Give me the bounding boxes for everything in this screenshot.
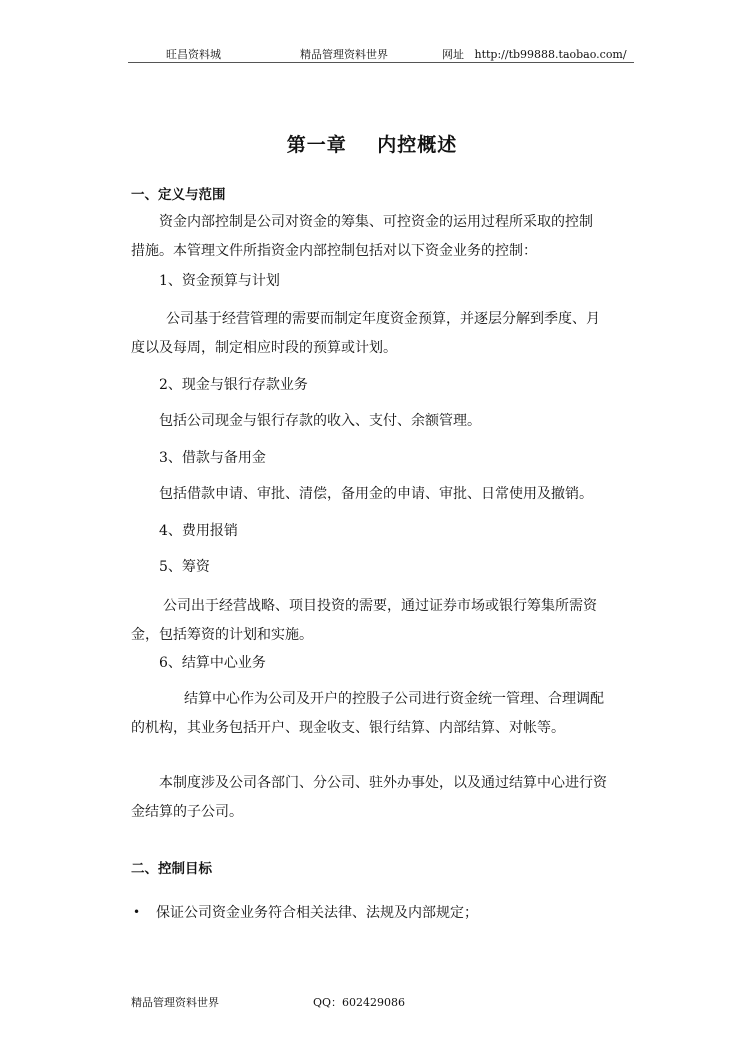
- bullet-dot-icon: •: [133, 905, 141, 919]
- item5-desc-line-1: 公司出于经营战略、项目投资的需要，通过证券市场或银行筹集所需资: [163, 598, 597, 614]
- item4-label: 4、费用报销: [159, 523, 238, 539]
- item3-label: 3、借款与备用金: [159, 450, 266, 466]
- scope-line-2: 金结算的子公司。: [131, 804, 243, 820]
- item6-desc-line-1: 结算中心作为公司及开户的控股子公司进行资金统一管理、合理调配: [184, 691, 604, 707]
- footer-qq-text: QQ：602429086: [313, 996, 406, 1009]
- item1-label: 1、资金预算与计划: [159, 273, 280, 289]
- intro-line-1: 资金内部控制是公司对资金的筹集、可控资金的运用过程所采取的控制: [159, 214, 593, 230]
- header-left-text: 旺昌资料城: [166, 48, 221, 61]
- page-header: [128, 44, 634, 63]
- footer-left-text: 精品管理资料世界: [131, 996, 219, 1009]
- item2-desc: 包括公司现金与银行存款的收入、支付、余额管理。: [159, 413, 481, 429]
- item3-desc: 包括借款申请、审批、清偿，备用金的申请、审批、日常使用及撤销。: [159, 486, 593, 502]
- section1-heading: 一、定义与范围: [131, 187, 226, 203]
- section2-heading: 二、控制目标: [131, 861, 212, 877]
- header-center-text: 精品管理资料世界: [300, 48, 388, 61]
- item6-desc-line-2: 的机构，其业务包括开户、现金收支、银行结算、内部结算、对帐等。: [131, 720, 565, 736]
- scope-line-1: 本制度涉及公司各部门、分公司、驻外办事处，以及通过结算中心进行资: [159, 775, 607, 791]
- chapter-title: 第一章 内控概述: [286, 134, 458, 156]
- item5-desc-line-2: 金，包括筹资的计划和实施。: [131, 627, 313, 643]
- item2-label: 2、现金与银行存款业务: [159, 377, 308, 393]
- item1-desc-line-2: 度以及每周，制定相应时段的预算或计划。: [131, 340, 397, 356]
- intro-line-2: 措施。本管理文件所指资金内部控制包括对以下资金业务的控制：: [131, 243, 537, 259]
- item1-desc-line-1: 公司基于经营管理的需要而制定年度资金预算，并逐层分解到季度、月: [166, 311, 600, 327]
- item6-label: 6、结算中心业务: [159, 655, 266, 671]
- item5-label: 5、筹资: [159, 559, 210, 575]
- header-url-text: 网址 http://tb99888.taobao.com/: [442, 48, 627, 61]
- bullet-item-1: 保证公司资金业务符合相关法律、法规及内部规定；: [156, 905, 478, 921]
